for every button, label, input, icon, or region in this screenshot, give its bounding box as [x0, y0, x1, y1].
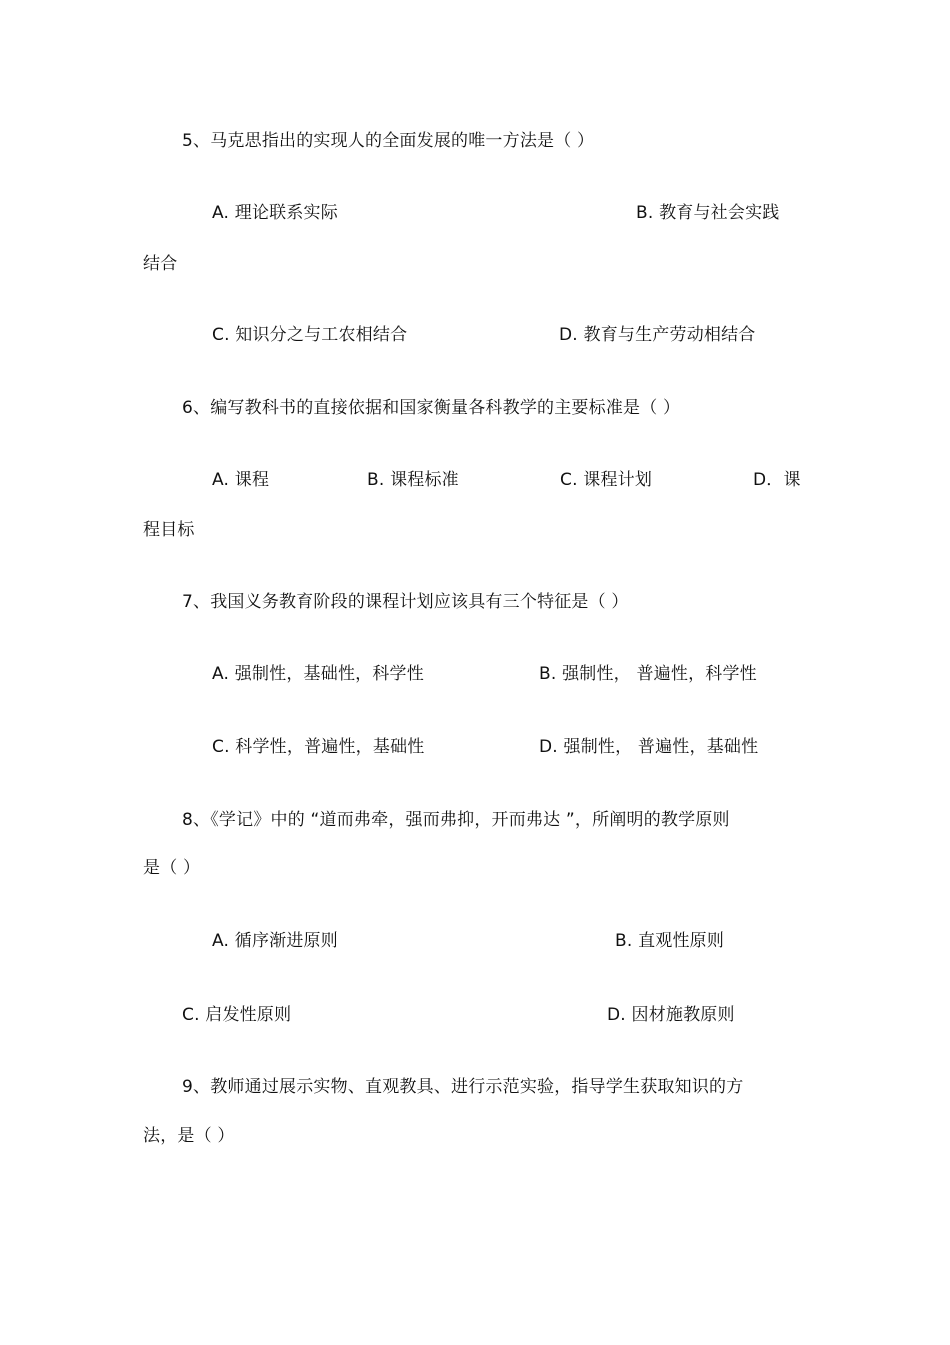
question-7-option-b: B. 强制性， 普遍性，科学性	[539, 664, 757, 684]
question-6-option-d: D．课	[753, 470, 801, 490]
question-6-option-d-continued: 程目标	[143, 520, 195, 540]
question-5-option-c: C. 知识分之与工农相结合	[212, 325, 408, 345]
question-6-option-a: A. 课程	[212, 470, 270, 490]
question-7-stem: 7、我国义务教育阶段的课程计划应该具有三个特征是（ ）	[182, 592, 629, 612]
question-7-option-d: D. 强制性， 普遍性，基础性	[539, 737, 759, 757]
question-5-stem: 5、马克思指出的实现人的全面发展的唯一方法是（ ）	[182, 131, 595, 151]
question-6-stem: 6、编写教科书的直接依据和国家衡量各科教学的主要标准是（ ）	[182, 398, 681, 418]
question-6-option-c: C. 课程计划	[560, 470, 653, 490]
question-5-option-a: A. 理论联系实际	[212, 203, 338, 223]
question-5-option-b-continued: 结合	[143, 254, 178, 274]
question-8-option-a: A. 循序渐进原则	[212, 931, 338, 951]
question-8-option-c: C. 启发性原则	[182, 1005, 292, 1025]
question-5-option-b: B. 教育与社会实践	[636, 203, 780, 223]
question-9-stem-continued: 法，是（ ）	[143, 1126, 235, 1146]
question-9-stem: 9、教师通过展示实物、直观教具、进行示范实验，指导学生获取知识的方	[182, 1077, 744, 1097]
question-6-option-b: B. 课程标准	[367, 470, 459, 490]
question-5-option-d: D. 教育与生产劳动相结合	[559, 325, 756, 345]
question-8-stem-continued: 是（ ）	[143, 858, 201, 878]
question-7-option-a: A. 强制性，基础性，科学性	[212, 664, 424, 684]
question-8-stem: 8、《学记》中的 “道而弗牵，强而弗抑，开而弗达 ”，所阐明的教学原则	[182, 810, 730, 830]
question-7-option-c: C. 科学性，普遍性，基础性	[212, 737, 425, 757]
question-8-option-d: D. 因材施教原则	[607, 1005, 735, 1025]
question-8-option-b: B. 直观性原则	[615, 931, 725, 951]
